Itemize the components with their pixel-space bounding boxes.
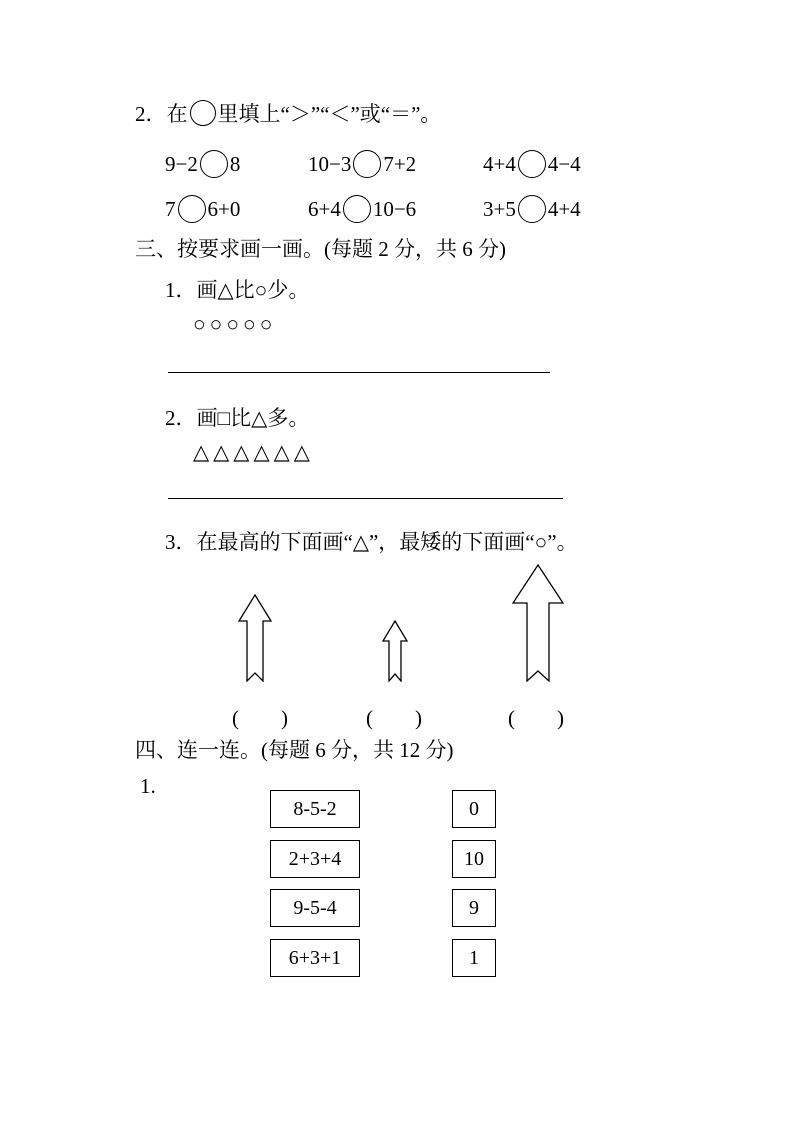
arrow-medium-icon xyxy=(238,594,272,682)
q2-shapes-triangles: △△△△△△ xyxy=(193,440,314,464)
compare-prompt-after: 里填上“＞”“＜”或“＝”。 xyxy=(217,102,442,126)
compare-item xyxy=(308,150,483,178)
compare-label: 2． xyxy=(135,102,167,126)
answer-circle xyxy=(343,195,371,223)
q1-text: 画△比○少。 xyxy=(196,278,310,302)
q2-text: 画□比△多。 xyxy=(196,406,310,430)
result-box: 10 xyxy=(452,840,496,878)
expression-box: 9-5-4 xyxy=(270,889,360,927)
compare-row-2 xyxy=(165,188,581,230)
expression-box: 2+3+4 xyxy=(270,840,360,878)
expression-left: 10−3 xyxy=(308,151,352,176)
expression-right: 4−4 xyxy=(547,151,581,176)
expression-right: 10−6 xyxy=(372,196,417,221)
compare-heading xyxy=(135,98,441,128)
section3-title: 三、按要求画一画。(每题 2 分，共 6 分) xyxy=(135,237,506,261)
expression-right: 4+4 xyxy=(547,196,581,221)
answer-bracket: ( ) xyxy=(366,706,422,730)
answer-line xyxy=(168,371,550,373)
section3-q3 xyxy=(165,526,578,556)
section4-q1-label: 1. xyxy=(140,774,156,798)
answer-circle xyxy=(353,150,381,178)
compare-item xyxy=(483,195,581,223)
answer-circle xyxy=(518,150,546,178)
compare-item xyxy=(483,150,581,178)
result-box: 9 xyxy=(452,889,496,927)
section3-q2 xyxy=(165,402,309,432)
compare-prompt-before: 在 xyxy=(166,102,188,126)
q3-text: 在最高的下面画“△”，最矮的下面画“○”。 xyxy=(196,530,578,554)
expression-left: 6+4 xyxy=(308,196,341,221)
arrow-tall-icon xyxy=(512,564,564,682)
expression-right: 7+2 xyxy=(383,151,417,176)
answer-line xyxy=(168,497,563,499)
q2-label: 2． xyxy=(165,406,197,430)
result-box: 1 xyxy=(452,939,496,977)
expression-left: 9−2 xyxy=(165,151,198,176)
section3-q1 xyxy=(165,274,309,304)
q3-label: 3． xyxy=(165,530,197,554)
q1-shapes-circles: ○○○○○ xyxy=(193,312,277,336)
answer-circle xyxy=(518,195,546,223)
q1-label: 1． xyxy=(165,278,197,302)
expression-left: 7 xyxy=(165,196,176,221)
arrow-short-icon xyxy=(382,620,408,682)
expression-right: 6+0 xyxy=(207,196,241,221)
answer-circle xyxy=(200,150,228,178)
compare-item xyxy=(165,150,308,178)
compare-row-1 xyxy=(165,143,581,185)
expression-left: 4+4 xyxy=(483,151,516,176)
answer-bracket: ( ) xyxy=(232,706,288,730)
expression-right: 8 xyxy=(229,151,241,176)
section4-title: 四、连一连。(每题 6 分，共 12 分) xyxy=(135,738,454,762)
compare-item xyxy=(165,195,308,223)
compare-item xyxy=(308,195,483,223)
answer-circle xyxy=(178,195,206,223)
expression-box: 6+3+1 xyxy=(270,939,360,977)
answer-bracket: ( ) xyxy=(508,706,564,730)
compare-circle-icon xyxy=(190,100,216,126)
expression-box: 8-5-2 xyxy=(270,790,360,828)
expression-left: 3+5 xyxy=(483,196,516,221)
result-box: 0 xyxy=(452,790,496,828)
